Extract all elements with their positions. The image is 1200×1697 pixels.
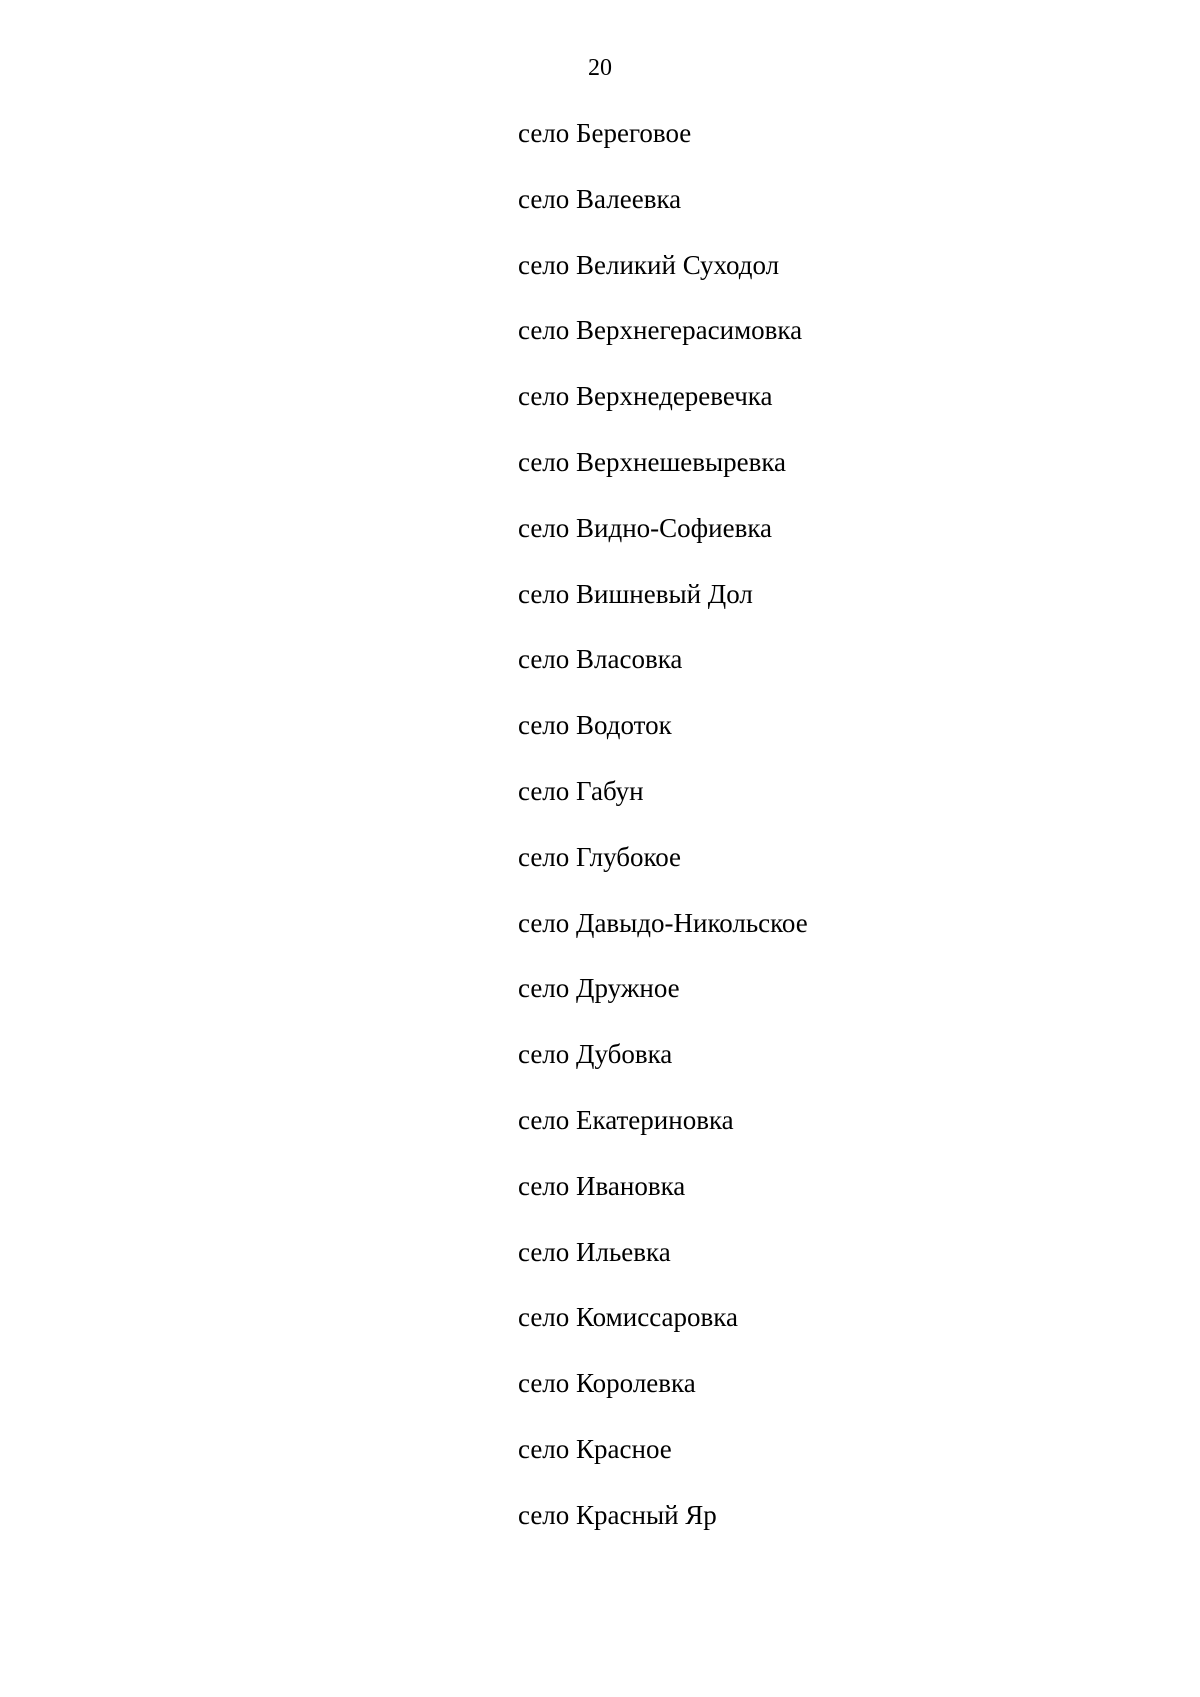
list-item: село Давыдо-Никольское xyxy=(518,907,808,938)
list-item: село Великий Суходол xyxy=(518,249,780,280)
list-item: село Габун xyxy=(518,775,644,806)
page-number: 20 xyxy=(588,55,612,81)
list-item: село Власовка xyxy=(518,644,683,675)
list-item: село Верхнешевыревка xyxy=(518,446,787,477)
list-item: село Вишневый Дол xyxy=(518,578,753,609)
list-item: село Верхнегерасимовка xyxy=(518,315,803,346)
list-item: село Королевка xyxy=(518,1368,696,1399)
list-item: село Ивановка xyxy=(518,1170,686,1201)
settlement-list xyxy=(518,117,808,1565)
list-item: село Верхнедеревечка xyxy=(518,381,773,412)
list-item: село Екатериновка xyxy=(518,1104,734,1135)
list-item: село Видно-Софиевка xyxy=(518,512,773,543)
list-item: село Дубовка xyxy=(518,1039,673,1070)
list-item: село Красное xyxy=(518,1433,672,1464)
list-item: село Ильевка xyxy=(518,1236,671,1267)
list-item: село Водоток xyxy=(518,710,672,741)
list-item: село Красный Яр xyxy=(518,1499,717,1530)
list-item: село Дружное xyxy=(518,973,680,1004)
list-item: село Береговое xyxy=(518,118,692,148)
list-item: село Глубокое xyxy=(518,841,682,872)
list-item: село Валеевка xyxy=(518,183,682,214)
list-item: село Комиссаровка xyxy=(518,1302,738,1333)
